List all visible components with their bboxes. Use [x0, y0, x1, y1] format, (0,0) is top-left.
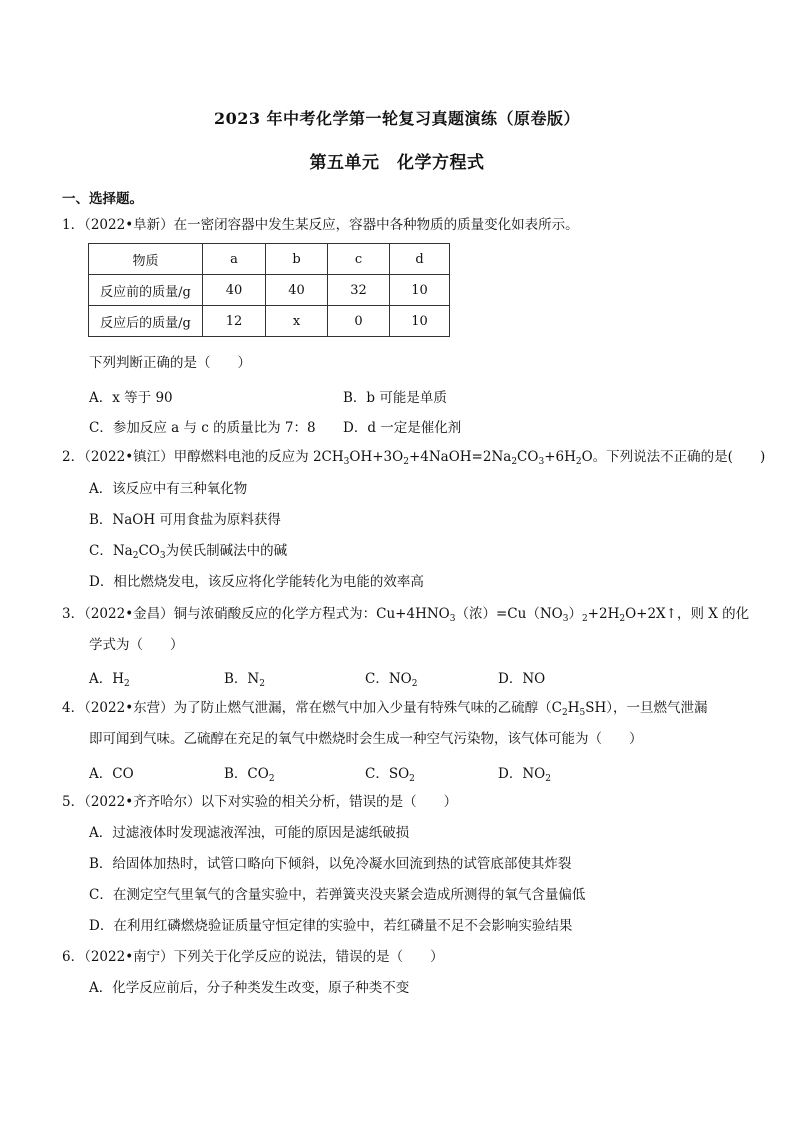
q3-option-d [498, 667, 545, 687]
subscript: 3 [159, 551, 166, 561]
text-run: ） [568, 606, 582, 622]
table-row [89, 306, 450, 337]
table-cell: a [203, 244, 266, 275]
q4-option-c [365, 762, 415, 782]
question-4-stem [62, 699, 708, 717]
text-run: B．N [224, 671, 260, 687]
text-run: 4．（2022•东营）为了防止燃气泄漏，常在燃气中加入少量有特殊气味的乙硫醇（C [62, 700, 562, 716]
subscript: 2 [562, 708, 568, 718]
q4-option-a [89, 762, 134, 782]
text-run: CO [517, 449, 539, 465]
table-cell: 32 [328, 275, 390, 306]
table-cell: 40 [203, 275, 266, 306]
subscript: 2 [575, 457, 582, 467]
text-run: SH），一旦燃气泄漏 [585, 700, 708, 716]
q1-option-b: B．b 可能是单质 [343, 390, 447, 406]
q4-option-b [224, 762, 275, 782]
table-cell: 0 [328, 306, 390, 337]
q1-option-a: A．x 等于 90 [89, 390, 173, 406]
q2-option-a: A．该反应中有三种氧化物 [89, 481, 248, 497]
text-run: +4NaOH=2Na [408, 449, 512, 465]
table-cell: 反应后的质量/g [89, 306, 203, 337]
text-run: C．SO [365, 766, 410, 782]
text-run: A．H [89, 671, 125, 687]
question-1-prompt: 下列判断正确的是（ ） [89, 355, 251, 371]
subscript: 3 [538, 457, 545, 467]
unit-title: 第五单元 化学方程式 [309, 153, 485, 173]
table-cell: 10 [390, 306, 450, 337]
q2-option-d: D．相比燃烧发电，该反应将化学能转化为电能的效率高 [89, 574, 424, 590]
subscript: 2 [259, 679, 265, 689]
subscript: 3 [562, 614, 569, 624]
q5-option-c: C．在测定空气里氧气的含量实验中，若弹簧夹没夹紧会造成所测得的氧气含量偏低 [89, 887, 586, 903]
subscript: 3 [449, 614, 456, 624]
text-run: 为侯氏制碱法中的碱 [165, 543, 288, 559]
text-run: C．Na [89, 543, 133, 559]
subscript: 2 [403, 457, 409, 467]
question-5-stem: 5．（2022•齐齐哈尔）以下对实验的相关分析，错误的是（ ） [62, 794, 458, 810]
text-run: C．NO [365, 671, 412, 687]
subscript: 2 [132, 551, 139, 561]
table-cell: d [390, 244, 450, 275]
q3-option-a [89, 667, 130, 687]
subscript: 2 [409, 774, 415, 784]
text-run: （浓）=Cu（NO [455, 606, 563, 622]
mass-table [88, 243, 450, 337]
text-run: CO [138, 543, 160, 559]
text-run: 3．（2022•金昌）铜与浓硝酸反应的化学方程式为：Cu+4HNO [62, 606, 450, 622]
table-cell: x [266, 306, 328, 337]
table-cell: 40 [266, 275, 328, 306]
table-cell: 反应前的质量/g [89, 275, 203, 306]
subscript: 2 [268, 774, 275, 784]
q3-option-b [224, 667, 265, 687]
page-title: 2023 年中考化学第一轮复习真题演练（原卷版） [213, 109, 581, 128]
q6-option-a: A．化学反应前后，分子种类发生改变，原子种类不变 [89, 980, 410, 996]
text-run: +6H [544, 449, 576, 465]
question-1-stem: 1．（2022•阜新）在一密闭容器中发生某反应，容器中各种物质的质量变化如表所示。 [62, 217, 579, 233]
q5-option-d: D．在利用红磷燃烧验证质量守恒定律的实验中，若红磷量不足不会影响实验结果 [89, 918, 573, 934]
question-6-stem: 6．（2022•南宁）下列关于化学反应的说法，错误的是（ ） [62, 949, 444, 965]
q2-option-c [89, 542, 287, 560]
question-4-line2: 即可闻到气味。乙硫醇在充足的氧气中燃烧时会生成一种空气污染物，该气体可能为（ ） [89, 731, 643, 747]
question-3-stem [62, 605, 749, 623]
section-heading: 一、选择题。 [62, 191, 143, 207]
text-run: D．NO [498, 766, 546, 782]
subscript: 2 [411, 679, 418, 689]
q1-option-c: C．参加反应 a 与 c 的质量比为 7：8 [89, 420, 316, 436]
text-run: +2H [587, 606, 620, 622]
question-3-line2: 学式为（ ） [89, 637, 184, 653]
text-run: OH+3O [349, 449, 404, 465]
table-cell: c [328, 244, 390, 275]
subscript: 2 [581, 614, 588, 624]
subscript: 2 [545, 774, 551, 784]
q5-option-b: B．给固体加热时，试管口略向下倾斜，以免冷凝水回流到热的试管底部使其炸裂 [89, 856, 572, 872]
table-cell: b [266, 244, 328, 275]
table-cell: 10 [390, 275, 450, 306]
subscript: 5 [579, 708, 586, 718]
q3-option-c [365, 667, 417, 687]
text-run: O+2X↑，则 X 的化 [625, 606, 750, 622]
q4-option-d [498, 762, 551, 782]
text-run: H [567, 700, 580, 716]
text-run: A．CO [89, 766, 134, 782]
table-cell: 12 [203, 306, 266, 337]
text-run: 2．（2022•镇江）甲醇燃料电池的反应为 2CH [62, 449, 344, 465]
table-cell: 物质 [89, 244, 203, 275]
text-run: O。下列说法不正确的是( ) [581, 449, 766, 465]
text-run: B．CO [224, 766, 269, 782]
subscript: 2 [511, 457, 518, 467]
table-row [89, 275, 450, 306]
subscript: 2 [619, 614, 626, 624]
q1-option-d: D．d 一定是催化剂 [343, 420, 462, 436]
text-run: D．NO [498, 671, 546, 687]
question-2-stem [62, 448, 765, 466]
table-header-row [89, 244, 450, 275]
subscript: 3 [343, 457, 350, 467]
q2-option-b: B．NaOH 可用食盐为原料获得 [89, 512, 281, 528]
subscript: 2 [124, 679, 130, 689]
q5-option-a: A．过滤液体时发现滤液浑浊，可能的原因是滤纸破损 [89, 825, 410, 841]
